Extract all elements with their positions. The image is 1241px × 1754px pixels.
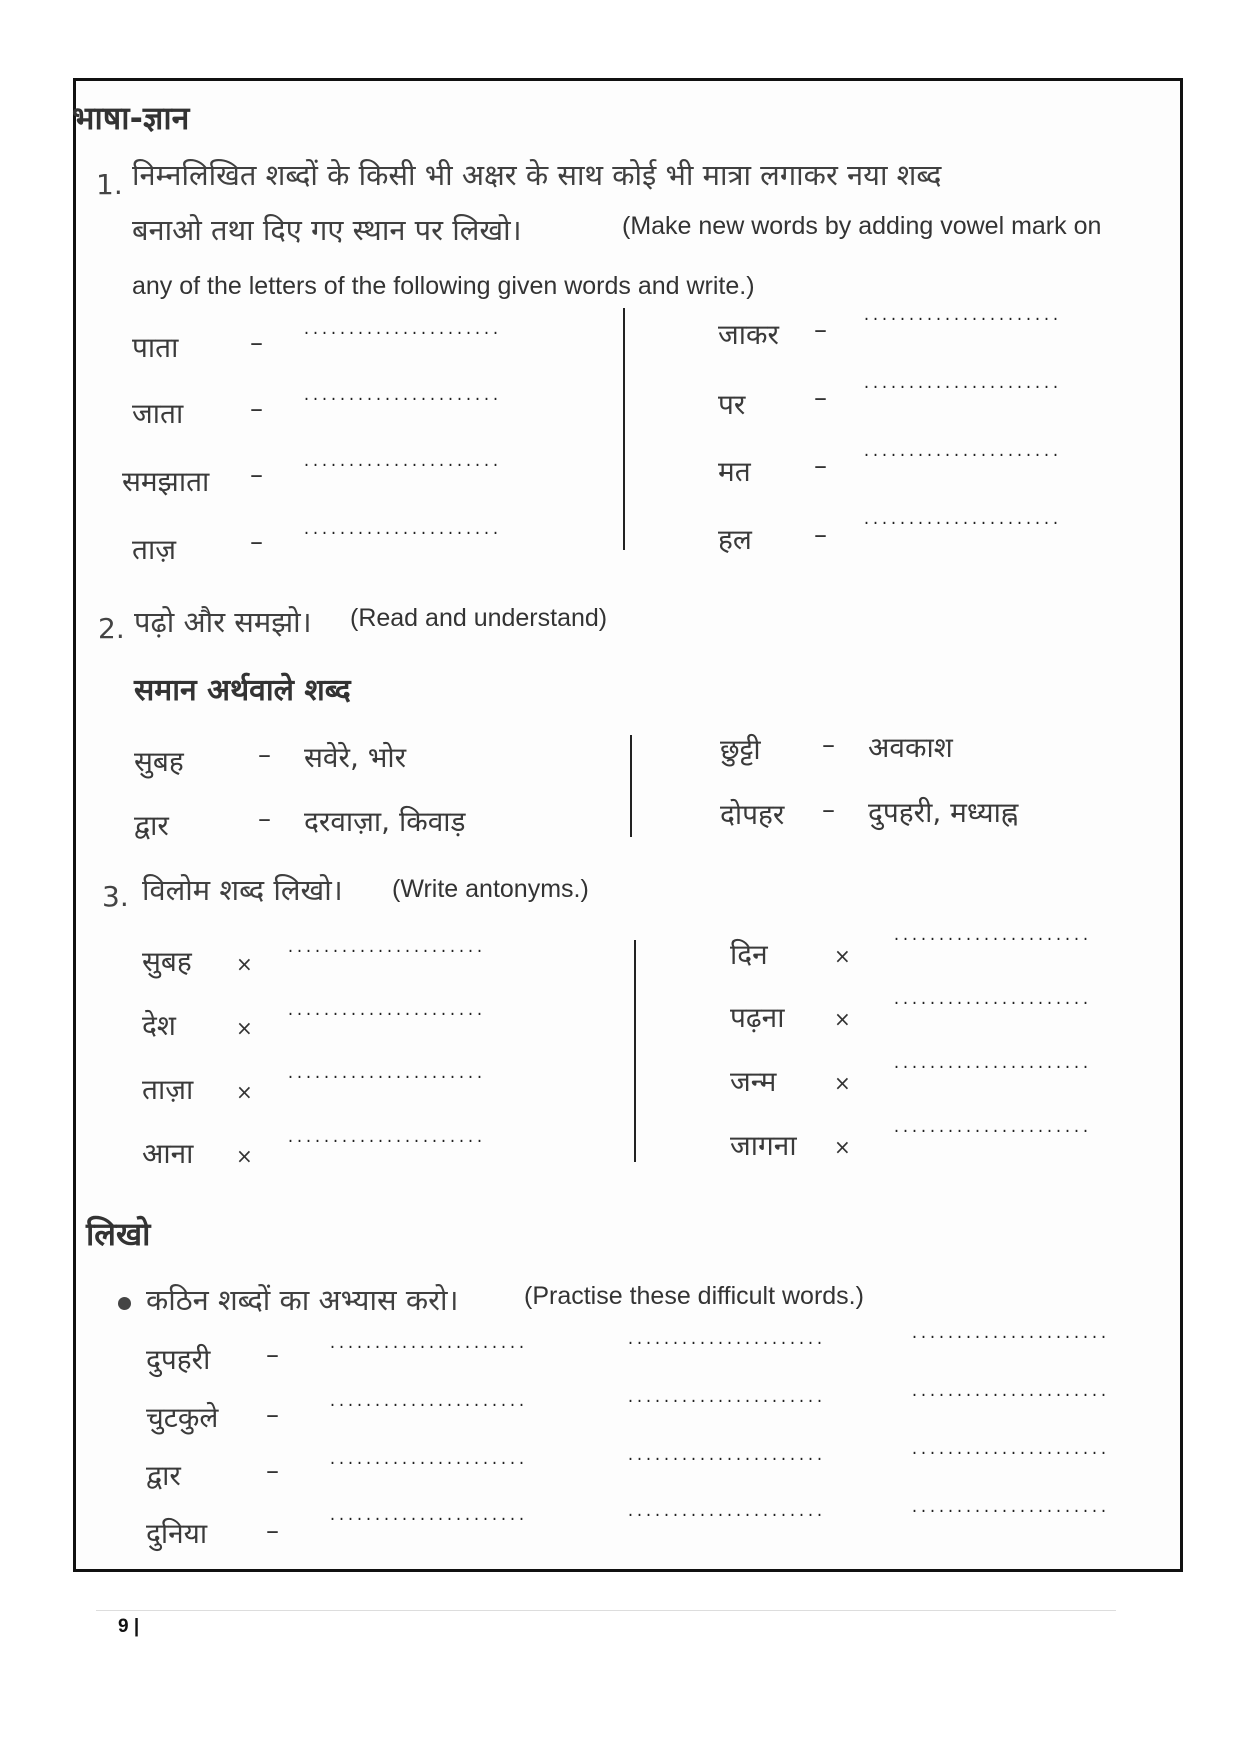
q2-meaning: सवेरे, भोर [304, 741, 407, 774]
bullet-icon [118, 1297, 131, 1310]
answer-blank[interactable]: ...................... [286, 1130, 485, 1147]
cross: × [834, 944, 851, 968]
q3-right-word: दिन [730, 938, 768, 971]
answer-blank[interactable]: ...................... [286, 940, 485, 957]
q3-number: 3. [102, 880, 129, 913]
practice-blank[interactable]: ...................... [328, 1508, 527, 1525]
dash: – [250, 527, 263, 557]
q1-right-word: हल [718, 523, 752, 556]
practice-blank[interactable]: ...................... [328, 1394, 527, 1411]
q1-left-word: जाता [132, 397, 184, 430]
q3-right-word: जन्म [730, 1065, 777, 1098]
practice-blank[interactable]: ...................... [910, 1326, 1109, 1343]
q3-right-word: पढ़ना [730, 1001, 785, 1034]
q2-meaning: अवकाश [868, 731, 953, 764]
dash: – [822, 730, 835, 760]
section-title-likho: लिखो [86, 1215, 151, 1253]
cross: × [834, 1071, 851, 1095]
answer-blank[interactable]: ...................... [302, 388, 501, 405]
dash: – [814, 451, 827, 481]
dash: – [814, 315, 827, 345]
dash: – [266, 1516, 279, 1546]
cross: × [236, 1080, 253, 1104]
answer-blank[interactable]: ...................... [302, 454, 501, 471]
q3-english: (Write antonyms.) [392, 875, 589, 903]
q3-left-word: आना [142, 1137, 194, 1170]
dash: – [814, 520, 827, 550]
answer-blank[interactable]: ...................... [302, 322, 501, 339]
q3-right-word: जागना [730, 1129, 797, 1162]
practice-blank[interactable]: ...................... [626, 1390, 825, 1407]
practice-word: द्वार [146, 1459, 181, 1492]
answer-blank[interactable]: ...................... [892, 928, 1091, 945]
practice-word: दुनिया [146, 1517, 208, 1550]
cross: × [236, 952, 253, 976]
cross: × [236, 1016, 253, 1040]
q3-left-word: ताज़ा [142, 1073, 194, 1106]
q1-english-a: (Make new words by adding vowel mark on [622, 212, 1102, 240]
practice-blank[interactable]: ...................... [626, 1332, 825, 1349]
q1-right-word: जाकर [718, 318, 779, 351]
q1-left-word: ताज़ [132, 533, 176, 566]
answer-blank[interactable]: ...................... [286, 1003, 485, 1020]
q1-english-b: any of the letters of the following given words and write.) [132, 272, 755, 300]
answer-blank[interactable]: ...................... [862, 308, 1061, 325]
answer-blank[interactable]: ...................... [862, 444, 1061, 461]
q2-meaning: दुपहरी, मध्याह्न [868, 796, 1019, 829]
q2-word: द्वार [134, 809, 169, 842]
q2-subheading: समान अर्थवाले शब्द [134, 673, 351, 708]
column-divider [634, 940, 636, 1162]
dash: – [266, 1400, 279, 1430]
q3-hindi: विलोम शब्द लिखो। [142, 873, 343, 907]
answer-blank[interactable]: ...................... [892, 1056, 1091, 1073]
q1-left-word: समझाता [122, 465, 210, 498]
dash: – [814, 383, 827, 413]
practice-blank[interactable]: ...................... [626, 1448, 825, 1465]
dash: – [250, 328, 263, 358]
q2-meaning: दरवाज़ा, किवाड़ [304, 805, 466, 838]
q1-right-word: पर [718, 388, 746, 421]
q1-hindi-line1: निम्नलिखित शब्दों के किसी भी अक्षर के साथ कोई भी मात्रा लगाकर नया शब्द [132, 158, 942, 192]
answer-blank[interactable]: ...................... [862, 512, 1061, 529]
q1-hindi-line2: बनाओ तथा दिए गए स्थान पर लिखो। [132, 213, 522, 247]
q2-word: दोपहर [720, 798, 785, 831]
q1-left-word: पाता [132, 331, 179, 364]
q1-number: 1. [96, 168, 123, 201]
dash: – [258, 804, 271, 834]
q2-english: (Read and understand) [350, 604, 608, 632]
dash: – [250, 460, 263, 490]
answer-blank[interactable]: ...................... [286, 1066, 485, 1083]
practice-blank[interactable]: ...................... [626, 1504, 825, 1521]
q3-left-word: सुबह [142, 945, 192, 978]
practice-blank[interactable]: ...................... [910, 1384, 1109, 1401]
practice-blank[interactable]: ...................... [328, 1452, 527, 1469]
practice-word: चुटकुले [146, 1401, 219, 1434]
section-title-bhasha-gyan: भाषा-ज्ञान [72, 99, 190, 137]
practice-word: दुपहरी [146, 1343, 211, 1376]
practice-blank[interactable]: ...................... [910, 1442, 1109, 1459]
practice-blank[interactable]: ...................... [910, 1500, 1109, 1517]
section2-hindi: कठिन शब्दों का अभ्यास करो। [146, 1283, 459, 1317]
q2-word: सुबह [134, 745, 184, 778]
dash: – [266, 1456, 279, 1486]
dash: – [266, 1340, 279, 1370]
dash: – [822, 795, 835, 825]
answer-blank[interactable]: ...................... [302, 522, 501, 539]
cross: × [834, 1007, 851, 1031]
column-divider [630, 735, 632, 837]
answer-blank[interactable]: ...................... [892, 1120, 1091, 1137]
page-number: 9 | [118, 1616, 140, 1637]
q2-word: छुट्टी [720, 733, 761, 766]
practice-blank[interactable]: ...................... [328, 1336, 527, 1353]
answer-blank[interactable]: ...................... [892, 992, 1091, 1009]
cross: × [236, 1144, 253, 1168]
q3-left-word: देश [142, 1009, 176, 1042]
dash: – [250, 394, 263, 424]
footer-divider [96, 1610, 1116, 1611]
cross: × [834, 1135, 851, 1159]
answer-blank[interactable]: ...................... [862, 376, 1061, 393]
column-divider [623, 308, 625, 550]
q2-number: 2. [98, 612, 125, 645]
q1-right-word: मत [718, 455, 751, 488]
q2-hindi: पढ़ो और समझो। [134, 605, 312, 639]
section2-english: (Practise these difficult words.) [524, 1282, 864, 1310]
dash: – [258, 740, 271, 770]
